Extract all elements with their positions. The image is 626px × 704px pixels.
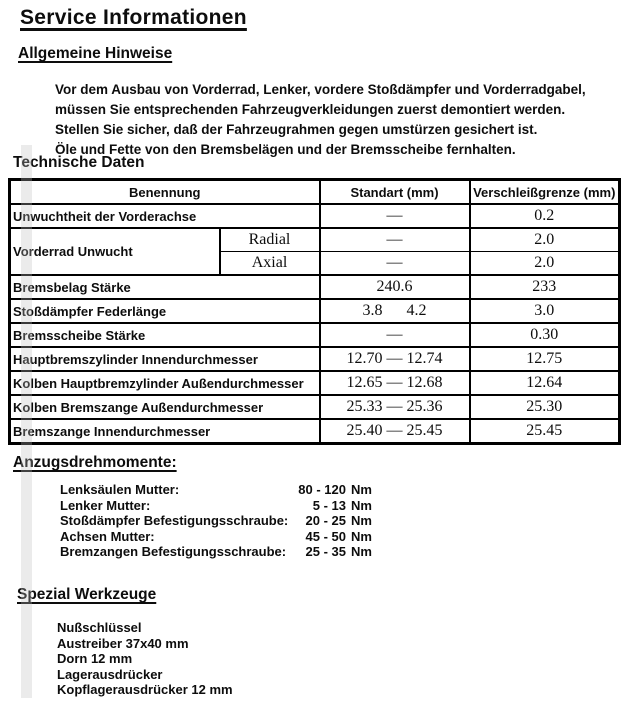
spec-name: Bremsbelag Stärke xyxy=(10,275,320,299)
spec-wear: 25.45 xyxy=(470,419,620,444)
table-header-row xyxy=(10,180,620,205)
spec-standard: 12.70 — 12.74 xyxy=(320,347,470,371)
torque-label: Lenksäulen Mutter: xyxy=(60,482,180,497)
torque-range: 80 - 120 xyxy=(298,482,346,497)
section-heading-technische-daten: Technische Daten xyxy=(13,154,145,171)
table-row xyxy=(10,299,620,323)
torque-range: 25 - 35 xyxy=(305,544,346,559)
spec-wear: 12.64 xyxy=(470,371,620,395)
torque-unit: Nm xyxy=(351,544,372,559)
tool-item: Kopflagerausdrücker 12 mm xyxy=(57,682,233,697)
torque-item xyxy=(60,544,372,560)
tool-list xyxy=(57,620,233,698)
spec-standard: 25.40 — 25.45 xyxy=(320,419,470,444)
spec-name: Kolben Bremszange Außendurchmesser xyxy=(10,395,320,419)
note-line: Öle und Fette von den Bremsbelägen und der Bremsscheibe fernhalten. xyxy=(55,142,516,157)
spec-name: Stoßdämpfer Federlänge xyxy=(10,299,320,323)
table-row xyxy=(10,395,620,419)
note-line: Vor dem Ausbau von Vorderrad, Lenker, vordere Stoßdämpfer und Vorderradgabel, xyxy=(55,82,586,97)
torque-unit: Nm xyxy=(351,513,372,528)
torque-item xyxy=(60,482,372,498)
section-heading-allgemeine-hinweise: Allgemeine Hinweise xyxy=(18,45,173,62)
note-line: Stellen Sie sicher, daß der Fahrzeugrahmen gegen umstürzen gesichert ist. xyxy=(55,122,538,137)
spec-name: Kolben Hauptbremzylinder Außendurchmesser xyxy=(10,371,320,395)
table-row xyxy=(10,275,620,299)
section-heading-spezial-werkzeuge: Spezial Werkzeuge xyxy=(17,586,157,603)
section-heading-anzugsdrehmomente: Anzugsdrehmomente: xyxy=(13,454,177,471)
tool-item: Lagerausdrücker xyxy=(57,666,163,682)
table-row xyxy=(10,419,620,444)
spec-wear: 25.30 xyxy=(470,395,620,419)
table-row xyxy=(10,228,620,252)
spec-name: Hauptbremszylinder Innendurchmesser xyxy=(10,347,320,371)
spec-wear: 0.30 xyxy=(470,323,620,347)
spec-standard: — xyxy=(320,252,470,276)
spec-standard: — xyxy=(320,228,470,252)
column-header-benennung: Benennung xyxy=(10,180,320,205)
torque-unit: Nm xyxy=(351,528,372,544)
spec-wear: 0.2 xyxy=(470,204,620,228)
torque-range: 45 - 50 xyxy=(305,528,346,544)
torque-label: Lenker Mutter: xyxy=(60,497,151,513)
torque-item xyxy=(60,529,372,545)
spec-wear: 12.75 xyxy=(470,347,620,371)
tool-item: Nußschlüssel xyxy=(57,620,142,635)
spec-name: Bremszange Innendurchmesser xyxy=(10,419,320,444)
spec-standard: 12.65 — 12.68 xyxy=(320,371,470,395)
torque-item xyxy=(60,498,372,514)
torque-range: 20 - 25 xyxy=(305,513,346,528)
torque-range: 5 - 13 xyxy=(312,497,346,513)
torque-item xyxy=(60,513,372,529)
spec-name: Unwuchtheit der Vorderachse xyxy=(10,204,320,228)
spec-wear: 233 xyxy=(470,275,620,299)
spec-name: Vorderrad Unwucht xyxy=(10,228,220,275)
spec-wear: 3.0 xyxy=(470,299,620,323)
note-line: müssen Sie entsprechenden Fahrzeugverkleidungen zuerst demontiert werden. xyxy=(55,102,566,117)
technical-data-table xyxy=(8,178,621,445)
tool-item: Austreiber 37x40 mm xyxy=(57,635,189,651)
spec-wear: 2.0 xyxy=(470,252,620,276)
spec-name: Bremsscheibe Stärke xyxy=(10,323,320,347)
table-row xyxy=(10,204,620,228)
torque-list xyxy=(60,482,372,560)
tool-item: Dorn 12 mm xyxy=(57,651,133,666)
torque-label: Stoßdämpfer Befestigungsschraube: xyxy=(60,513,289,528)
torque-label: Achsen Mutter: xyxy=(60,528,155,544)
spec-subtype: Radial xyxy=(220,228,320,252)
table-row xyxy=(10,371,620,395)
spec-standard: 3.8 4.2 xyxy=(320,299,470,323)
spec-wear: 2.0 xyxy=(470,228,620,252)
torque-label: Bremzangen Befestigungsschraube: xyxy=(60,544,287,559)
column-header-standart: Standart (mm) xyxy=(320,180,470,205)
torque-unit: Nm xyxy=(351,482,372,497)
spec-standard: 240.6 xyxy=(320,275,470,299)
table-row xyxy=(10,323,620,347)
spec-standard: — xyxy=(320,323,470,347)
page-title: Service Informationen xyxy=(20,6,247,29)
spec-standard: — xyxy=(320,204,470,228)
table-row xyxy=(10,347,620,371)
torque-unit: Nm xyxy=(351,497,372,513)
general-notes xyxy=(55,80,595,160)
spec-standard: 25.33 — 25.36 xyxy=(320,395,470,419)
spec-subtype: Axial xyxy=(220,252,320,276)
column-header-verschleissgrenze: Verschleißgrenze (mm) xyxy=(470,180,620,205)
